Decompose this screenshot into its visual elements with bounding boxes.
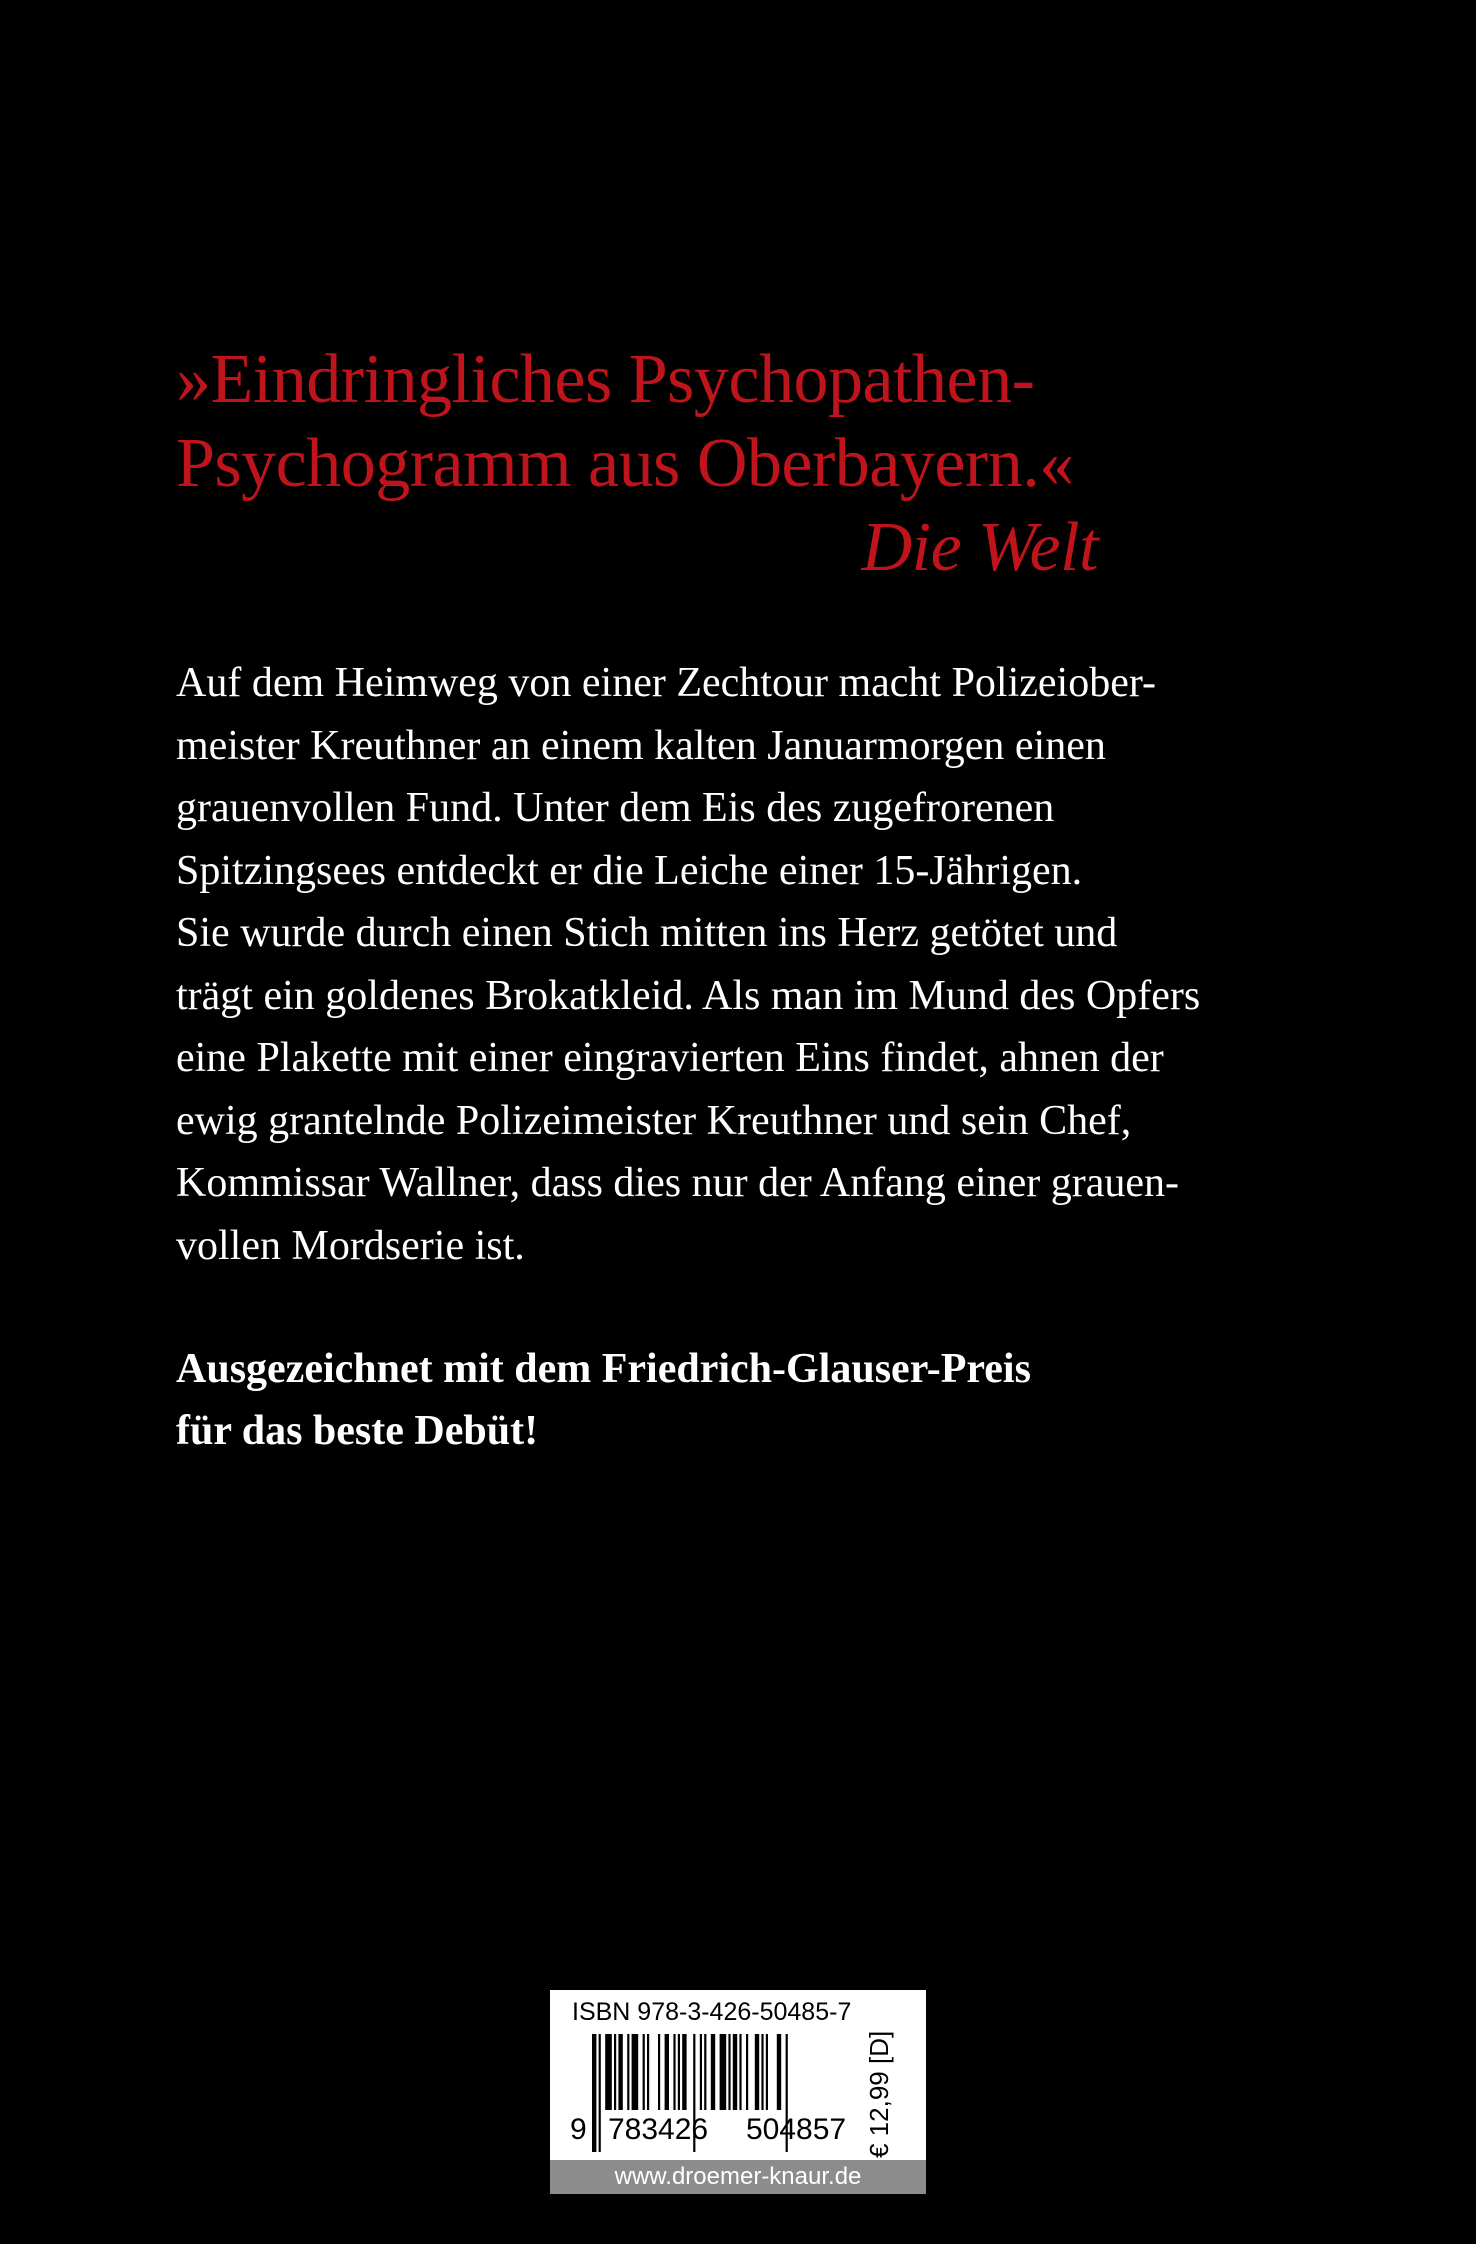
synopsis-line: Spitzingsees entdeckt er die Leiche einer 15-Jährigen. xyxy=(176,847,1083,894)
award-note xyxy=(176,1338,1316,1462)
synopsis-line: grauenvollen Fund. Unter dem Eis des zugefrorenen xyxy=(176,785,1055,831)
synopsis-line: meister Kreuthner an einem kalten Januarmorgen einen xyxy=(176,722,1106,769)
barcode-bar xyxy=(733,2034,737,2110)
quote-source: Die Welt xyxy=(861,509,1098,586)
barcode-digits-right: 504857 xyxy=(746,2113,847,2146)
synopsis-line: ewig grantelnde Polizeimeister Kreuthner und sein Chef, xyxy=(176,1097,1132,1144)
synopsis-line: Sie wurde durch einen Stich mitten ins Herz getötet und xyxy=(176,910,1118,956)
barcode-bar xyxy=(665,2034,669,2110)
price-label: € 12,99 [D] xyxy=(864,2030,894,2158)
synopsis-line: vollen Mordserie ist. xyxy=(176,1222,525,1269)
barcode-bar xyxy=(632,2034,639,2110)
barcode-bar xyxy=(766,2034,768,2110)
review-quote xyxy=(176,338,1116,590)
barcode-bar xyxy=(777,2034,781,2110)
barcode-bar xyxy=(599,2034,601,2152)
barcode-bar xyxy=(700,2034,702,2110)
synopsis-line: trägt ein goldenes Brokatkleid. Als man im Mund des Opfers xyxy=(176,972,1201,1019)
barcode-digits-left: 783426 xyxy=(608,2113,709,2146)
barcode-bar xyxy=(682,2034,686,2110)
barcode-bar xyxy=(627,2034,629,2110)
barcode-bar xyxy=(728,2034,730,2110)
award-line-2: für das beste Debüt! xyxy=(176,1408,539,1454)
synopsis-line: eine Plakette mit einer eingravierten Eins findet, ahnen der xyxy=(176,1035,1164,1081)
synopsis xyxy=(176,652,1316,1277)
barcode-bar xyxy=(658,2034,660,2110)
barcode-bar xyxy=(673,2034,675,2110)
barcode-bar xyxy=(605,2034,612,2110)
barcode-bar xyxy=(678,2034,680,2110)
barcode-bar xyxy=(755,2034,759,2110)
synopsis-line: Auf dem Heimweg von einer Zechtour macht Polizeiober- xyxy=(176,660,1156,706)
synopsis-line: Kommissar Wallner, dass dies nur der Anfang einer grauen- xyxy=(176,1160,1180,1206)
barcode-bar xyxy=(643,2034,645,2110)
barcode-bar xyxy=(761,2034,763,2110)
barcode-bar xyxy=(720,2034,727,2110)
barcode-bar xyxy=(618,2034,622,2110)
award-line-1: Ausgezeichnet mit dem Friedrich-Glauser-Preis xyxy=(176,1346,1031,1392)
quote-line-1: »Eindringliches Psychopathen- xyxy=(176,341,1035,418)
quote-line-2: Psychogramm aus Oberbayern.« xyxy=(176,425,1074,502)
barcode-bar xyxy=(739,2034,741,2110)
barcode-bar xyxy=(704,2034,706,2110)
barcode-digit-first: 9 xyxy=(570,2113,587,2146)
barcode-bar xyxy=(711,2034,715,2110)
barcode-bar xyxy=(647,2034,649,2110)
publisher-url: www.droemer-knaur.de xyxy=(550,2160,926,2194)
barcode-bar xyxy=(746,2034,748,2110)
barcode-bar xyxy=(592,2034,596,2152)
isbn-label: ISBN 978-3-426-50485-7 xyxy=(572,1998,852,2026)
barcode-bar xyxy=(614,2034,616,2110)
